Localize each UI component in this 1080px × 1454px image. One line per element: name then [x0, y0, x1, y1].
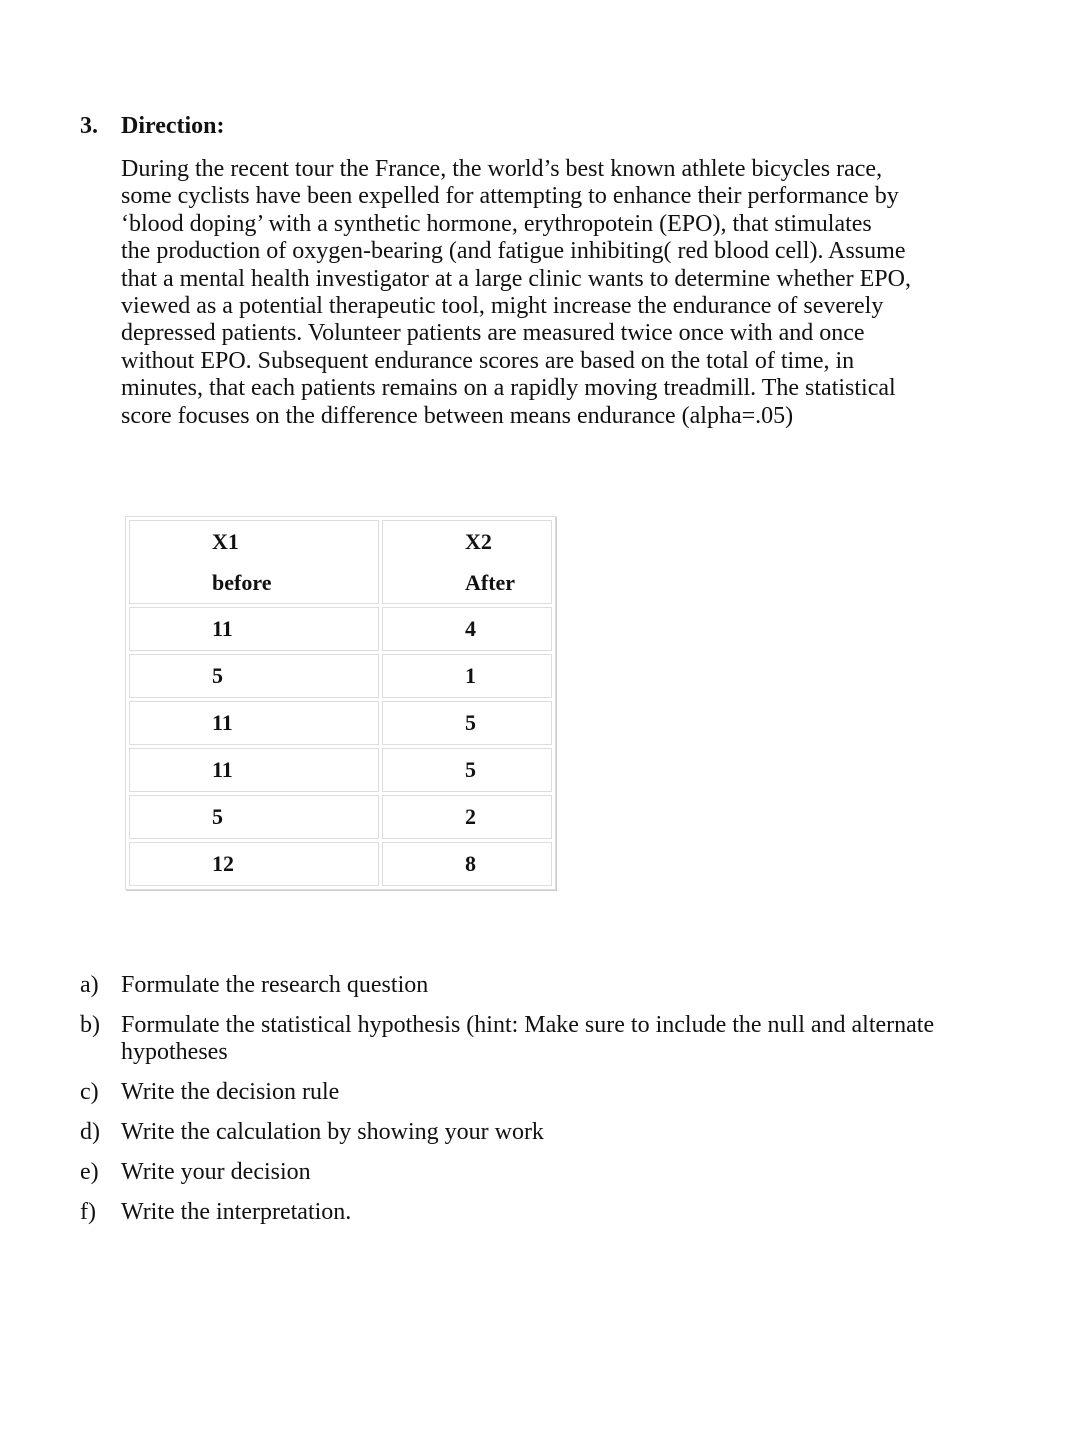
table-row — [129, 607, 552, 651]
question-text: Write the interpretation. — [121, 1199, 352, 1225]
paragraph-line: the production of oxygen-bearing (and fatigue inhibiting( red blood cell). Assume — [121, 238, 906, 265]
question-item — [80, 972, 961, 999]
question-label: f) — [80, 1199, 96, 1225]
paragraph-line: score focuses on the difference between means endurance (alpha=.05) — [121, 402, 794, 429]
question-label: a) — [80, 972, 99, 998]
paragraph-line: minutes, that each patients remains on a rapidly moving treadmill. The statistical — [121, 375, 896, 402]
question-text: Write the calculation by showing your work — [121, 1119, 544, 1145]
question-label: d) — [80, 1119, 100, 1145]
question-text: Write the decision rule — [121, 1079, 340, 1105]
after-cell: 5 — [382, 748, 552, 792]
paragraph-line: During the recent tour the France, the world’s best known athlete bicycles race, — [121, 156, 883, 182]
paragraph-line: that a mental health investigator at a large clinic wants to determine whether EPO, — [121, 265, 911, 292]
table-row — [129, 795, 552, 839]
table-row — [129, 748, 552, 792]
problem-description — [121, 156, 911, 430]
question-label: b) — [80, 1012, 100, 1038]
data-table — [125, 516, 556, 890]
table-row — [129, 842, 552, 886]
before-cell: 5 — [129, 654, 379, 698]
after-cell: 5 — [382, 701, 552, 745]
after-cell: 1 — [382, 654, 552, 698]
table-row — [129, 654, 552, 698]
question-text: Formulate the statistical hypothesis (hint: Make sure to include the null and alternate hypotheses — [121, 1012, 935, 1065]
header-label: After — [465, 570, 516, 595]
before-cell: 5 — [129, 795, 379, 839]
question-text: Write your decision — [121, 1159, 311, 1185]
question-label: c) — [80, 1079, 99, 1105]
paragraph-line: ‘blood doping’ with a synthetic hormone, erythropotein (EPO), that stimulates — [121, 210, 872, 237]
before-cell: 11 — [129, 748, 379, 792]
header-var: X1 — [212, 529, 239, 554]
question-item — [80, 1119, 961, 1146]
table-header-row — [129, 520, 552, 604]
header-label: before — [212, 570, 272, 595]
before-cell: 11 — [129, 701, 379, 745]
table-row — [129, 701, 552, 745]
after-cell: 2 — [382, 795, 552, 839]
header-var: X2 — [465, 529, 492, 554]
question-label: e) — [80, 1159, 99, 1185]
paragraph-line: some cyclists have been expelled for attempting to enhance their performance by — [121, 183, 899, 210]
question-item — [80, 1199, 961, 1226]
question-item — [80, 1012, 961, 1066]
after-cell: 8 — [382, 842, 552, 886]
section-number: 3. — [80, 113, 98, 139]
section-title: Direction: — [121, 113, 225, 139]
question-list — [80, 972, 961, 1239]
question-text: Formulate the research question — [121, 972, 429, 998]
paragraph-line: viewed as a potential therapeutic tool, might increase the endurance of severely — [121, 293, 884, 320]
before-cell: 11 — [129, 607, 379, 651]
question-item — [80, 1159, 961, 1186]
question-item — [80, 1079, 961, 1106]
after-cell: 4 — [382, 607, 552, 651]
before-cell: 12 — [129, 842, 379, 886]
header-x1 — [129, 520, 379, 604]
section-heading — [80, 113, 225, 140]
paragraph-line: without EPO. Subsequent endurance scores are based on the total of time, in — [121, 347, 855, 374]
header-x2 — [382, 520, 552, 604]
paragraph-line: depressed patients. Volunteer patients are measured twice once with and once — [121, 320, 865, 347]
